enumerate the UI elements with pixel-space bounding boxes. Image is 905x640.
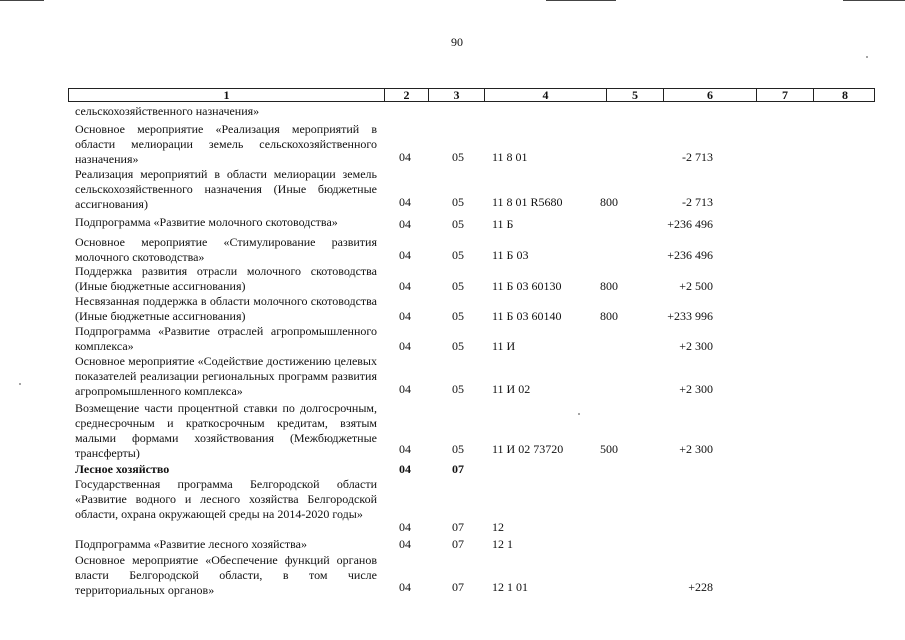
table-row [0,215,905,230]
cell-c5: 500 [600,442,618,456]
column-header-7: 7 [756,89,813,101]
cell-c4: 11 И [492,339,516,353]
table-row [0,122,905,167]
cell-c4: 11 8 01 [492,150,528,164]
table-header [68,88,875,102]
row-name: Государственная программа Белгородской области «Развитие водного и лесного хозяйства Белгородской области, охрана окружающей среды на 2014-2020 годы» [75,477,377,521]
cell-c4: 11 И 02 [492,382,531,396]
cell-c6: -2 713 [682,150,713,164]
cell-c2: 04 [399,520,411,534]
cell-c2: 04 [399,462,411,476]
cell-c3: 05 [452,382,464,396]
cell-c6: +236 496 [667,248,713,262]
scan-edge-line-mid [546,0,616,1]
cell-c2: 04 [399,217,411,231]
cell-c6: +228 [688,580,713,594]
cell-c2: 04 [399,309,411,323]
table-row [0,324,905,354]
table-row [0,104,905,119]
cell-c2: 04 [399,279,411,293]
cell-c3: 07 [452,537,464,551]
cell-c3: 05 [452,150,464,164]
row-name: сельскохозяйственного назначения» [75,104,260,118]
cell-c3: 05 [452,442,464,456]
cell-c3: 05 [452,248,464,262]
cell-c3: 07 [452,462,464,476]
column-header-1: 1 [223,88,230,102]
scan-edge-line-left [0,0,44,1]
cell-c6: +2 300 [679,442,713,456]
table-row [0,401,905,461]
scan-speck [19,383,21,385]
cell-c2: 04 [399,248,411,262]
cell-c4: 11 Б 03 [492,248,529,262]
cell-c4: 12 1 01 [492,580,528,594]
table-row [0,235,905,265]
cell-c4: 11 8 01 R5680 [492,195,563,209]
row-name: Основное мероприятие «Обеспечение функций органов власти Белгородской области, в том числе территориальных органов» [75,553,377,597]
cell-c3: 05 [452,339,464,353]
column-header-3: 3 [428,89,484,101]
cell-c4: 11 Б 03 60130 [492,279,562,293]
row-name: Несвязанная поддержка в области молочного скотоводства (Иные бюджетные ассигнования) [75,294,377,323]
cell-c2: 04 [399,382,411,396]
scan-speck [578,413,580,415]
cell-c6: +233 996 [667,309,713,323]
column-header-6: 6 [663,89,756,101]
cell-c3: 05 [452,309,464,323]
cell-c4: 12 [492,520,504,534]
cell-c6: +2 300 [679,382,713,396]
cell-c4: 11 Б 03 60140 [492,309,562,323]
cell-c5: 800 [600,309,618,323]
cell-c5: 800 [600,195,618,209]
cell-c6: +236 496 [667,217,713,231]
cell-c6: +2 300 [679,339,713,353]
row-name: Подпрограмма «Развитие отраслей агропромышленного комплекса» [75,324,377,353]
scan-edge-line-right [843,0,905,1]
row-name: Реализация мероприятий в области мелиорации земель сельскохозяйственного назначения (Иные бюджетные ассигнования) [75,167,377,211]
cell-c3: 05 [452,195,464,209]
cell-c4: 11 И 02 73720 [492,442,564,456]
table-row [0,537,905,552]
page-number: 90 [451,35,463,49]
scan-speck [866,56,868,58]
cell-c2: 04 [399,537,411,551]
table-row [0,167,905,212]
cell-c3: 05 [452,279,464,293]
row-name: Основное мероприятие «Содействие достижению целевых показателей реализации региональных программ развития агропромышленного комплекса» [75,354,377,398]
column-header-4: 4 [484,89,606,101]
cell-c3: 07 [452,580,464,594]
cell-c2: 04 [399,442,411,456]
cell-c2: 04 [399,150,411,164]
row-name: Лесное хозяйство [75,462,170,476]
row-name: Подпрограмма «Развитие лесного хозяйства» [75,537,307,551]
table-row [0,553,905,598]
cell-c6: +2 500 [679,279,713,293]
cell-c2: 04 [399,339,411,353]
column-header-5: 5 [606,89,663,101]
table-row [0,294,905,324]
row-name: Подпрограмма «Развитие молочного скотоводства» [75,215,338,229]
cell-c6: -2 713 [682,195,713,209]
row-name: Поддержка развития отрасли молочного скотоводства (Иные бюджетные ассигнования) [75,264,377,293]
cell-c4: 11 Б [492,217,514,231]
column-header-8: 8 [813,89,876,101]
cell-c3: 05 [452,217,464,231]
row-name: Основное мероприятие «Реализация мероприятий в области мелиорации земель сельскохозяйственного назначения» [75,122,377,166]
table-row [0,462,905,477]
cell-c2: 04 [399,580,411,594]
table-row [0,264,905,294]
row-name: Возмещение части процентной ставки по долгосрочным, среднесрочным и краткосрочным кредитам, взятым малыми формами хозяйствования (Межбюджетные трансферты) [75,401,377,460]
table-row [0,354,905,399]
cell-c3: 07 [452,520,464,534]
column-header-2: 2 [384,89,428,101]
cell-c2: 04 [399,195,411,209]
cell-c4: 12 1 [492,537,513,551]
table-row [0,477,905,537]
row-name: Основное мероприятие «Стимулирование развития молочного скотоводства» [75,235,377,264]
cell-c5: 800 [600,279,618,293]
